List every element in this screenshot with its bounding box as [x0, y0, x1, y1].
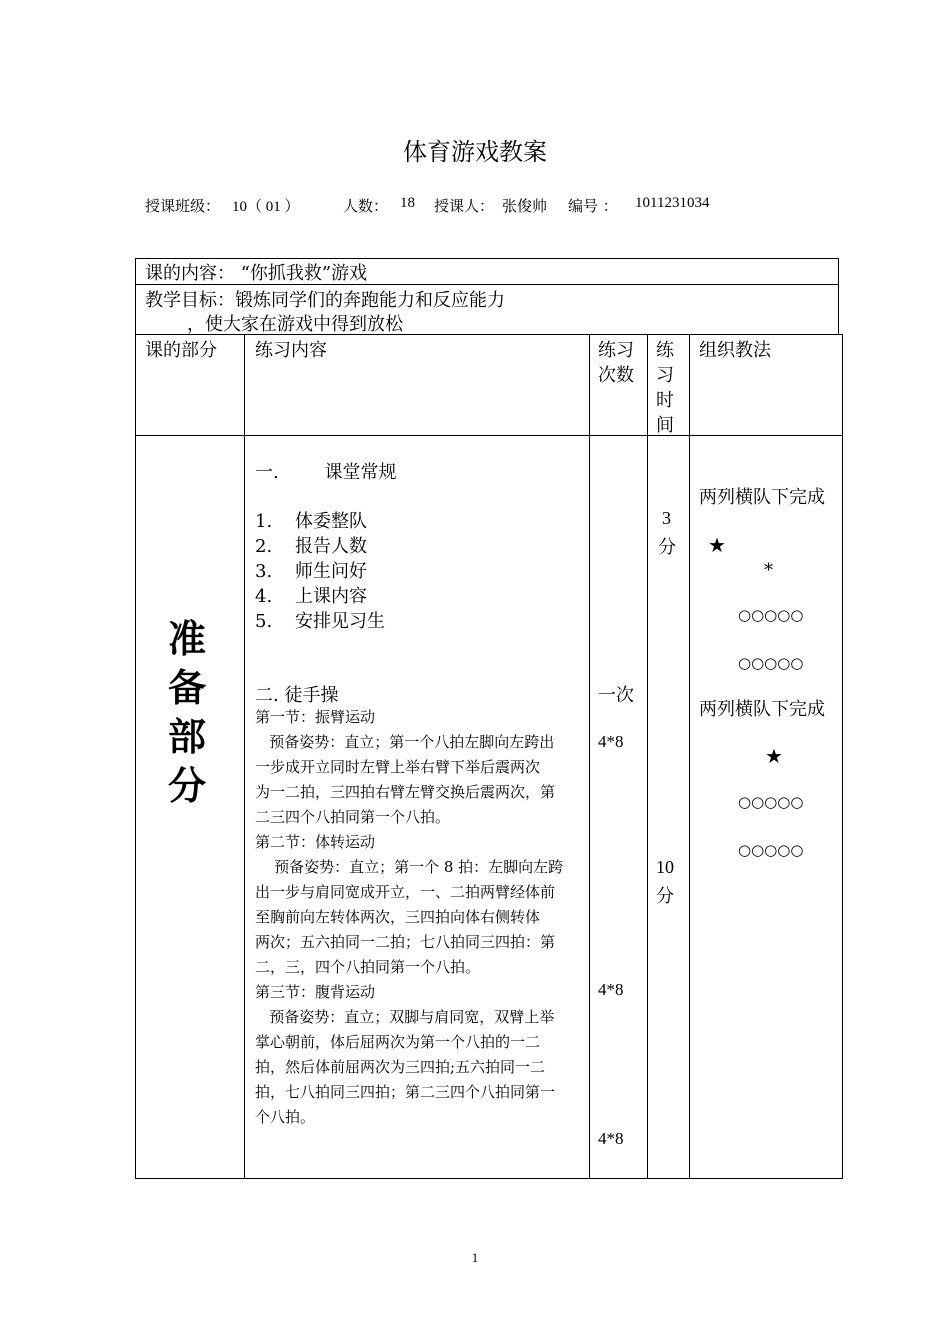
table-divider	[135, 435, 842, 436]
part-name-char: 备	[168, 665, 207, 710]
routine-item: 1. 体委整队	[255, 511, 368, 532]
exercise-line: 拍，然后体前屈两次为三四拍;五六拍同一二	[255, 1058, 546, 1076]
exercise-name: 第二节：体转运动	[255, 833, 376, 851]
id-value: 1011231034	[635, 195, 710, 211]
routine-item: 3. 师生问好	[255, 561, 368, 582]
student-row: ○○○○○	[738, 841, 804, 859]
routine-item: 5. 安排见习生	[255, 611, 386, 632]
exercise-line: 为一二拍，三四拍右臂左臂交换后震两次，第	[255, 783, 556, 801]
asterisk-mark: *	[764, 560, 773, 581]
part-name-char: 部	[168, 714, 207, 759]
header-times-2: 次数	[598, 365, 634, 386]
exercise-name: 第三节：腹背运动	[255, 983, 376, 1001]
teacher-label: 授课人：	[434, 197, 495, 215]
table-border-right-upper	[838, 258, 839, 334]
times-value: 4*8	[598, 980, 624, 999]
exercise-line: 出一步与肩同宽成开立，一、二拍两臂经体前	[255, 883, 556, 901]
exercise-line: 个八拍。	[255, 1108, 316, 1126]
teacher-star-icon: ★	[765, 744, 783, 768]
routine-item: 4. 上课内容	[255, 586, 368, 607]
header-duration-3: 时	[656, 390, 674, 411]
content-row: 课的内容： “你抓我救”游戏	[145, 263, 368, 284]
id-label: 编号 ：	[568, 197, 618, 215]
table-border-bottom	[135, 1178, 842, 1179]
duration-unit: 分	[658, 537, 676, 558]
times-value: 4*8	[598, 1129, 624, 1148]
exercise-line: 拍，七八拍同三四拍；第二三四个八拍同第一	[255, 1083, 556, 1101]
table-column-divider	[647, 334, 648, 1179]
count-value: 18	[400, 195, 415, 211]
goal-line-2: ，使大家在游戏中得到放松	[187, 314, 403, 335]
times-value: 4*8	[598, 732, 624, 751]
class-value: 10（ 01 ）	[232, 199, 300, 215]
exercise-line: 二，三，四个八拍同第一个八拍。	[255, 958, 481, 976]
student-row: ○○○○○	[738, 793, 804, 811]
page-title: 体育游戏教案	[403, 138, 547, 166]
student-row: ○○○○○	[738, 606, 804, 624]
count-label: 人数：	[343, 197, 389, 215]
exercise-line: 预备姿势：直立；双脚与肩同宽，双臂上举	[255, 1008, 555, 1026]
duration-unit: 分	[656, 886, 674, 907]
times-value: 一次	[598, 685, 634, 706]
page-number: 1	[471, 1250, 479, 1265]
header-duration-1: 练	[656, 340, 674, 361]
table-column-divider	[689, 334, 690, 1179]
duration-value: 3	[662, 508, 671, 528]
table-column-divider	[244, 334, 245, 1179]
class-label: 授课班级：	[145, 197, 221, 215]
exercise-line: 预备姿势：直立；第一个 8 拍：左脚向左跨	[255, 858, 564, 876]
method-formation: 两列横队下完成	[699, 699, 825, 720]
teacher-value: 张俊帅	[502, 197, 548, 215]
header-duration-2: 习	[656, 365, 674, 386]
exercise-line: 二三四个八拍同第一个八拍。	[255, 808, 451, 826]
student-row: ○○○○○	[738, 654, 804, 672]
header-part: 课的部分	[145, 340, 217, 361]
table-border-left	[135, 258, 136, 1179]
header-method: 组织教法	[699, 340, 771, 361]
goal-line-1: 教学目标：锻炼同学们的奔跑能力和反应能力	[145, 290, 505, 311]
exercise-line: 至胸前向左转体两次，三四拍向体右侧转体	[255, 908, 541, 926]
header-times-1: 练习	[598, 340, 634, 361]
table-border-right	[842, 334, 843, 1179]
routine-item: 2. 报告人数	[255, 536, 368, 557]
exercise-title: 二. 徒手操	[255, 685, 339, 706]
duration-value: 10	[656, 857, 674, 877]
exercise-line: 两次；五六拍同一二拍；七八拍同三四拍：第	[255, 933, 556, 951]
part-name-char: 准	[168, 616, 207, 661]
routine-title: 一. 课堂常规	[255, 462, 397, 483]
teacher-star-icon: ★	[708, 533, 726, 557]
method-formation: 两列横队下完成	[699, 487, 825, 508]
table-column-divider	[589, 334, 590, 1179]
part-name-char: 分	[168, 763, 207, 808]
header-content: 练习内容	[255, 340, 327, 361]
exercise-line: 预备姿势：直立；第一个八拍左脚向左跨出	[255, 733, 555, 751]
exercise-line: 掌心朝前，体后屈两次为第一个八拍的一二	[255, 1033, 541, 1051]
header-duration-4: 间	[656, 415, 674, 436]
exercise-line: 一步成开立同时左臂上举右臂下举后震两次	[255, 758, 541, 776]
exercise-name: 第一节：振臂运动	[255, 708, 376, 726]
